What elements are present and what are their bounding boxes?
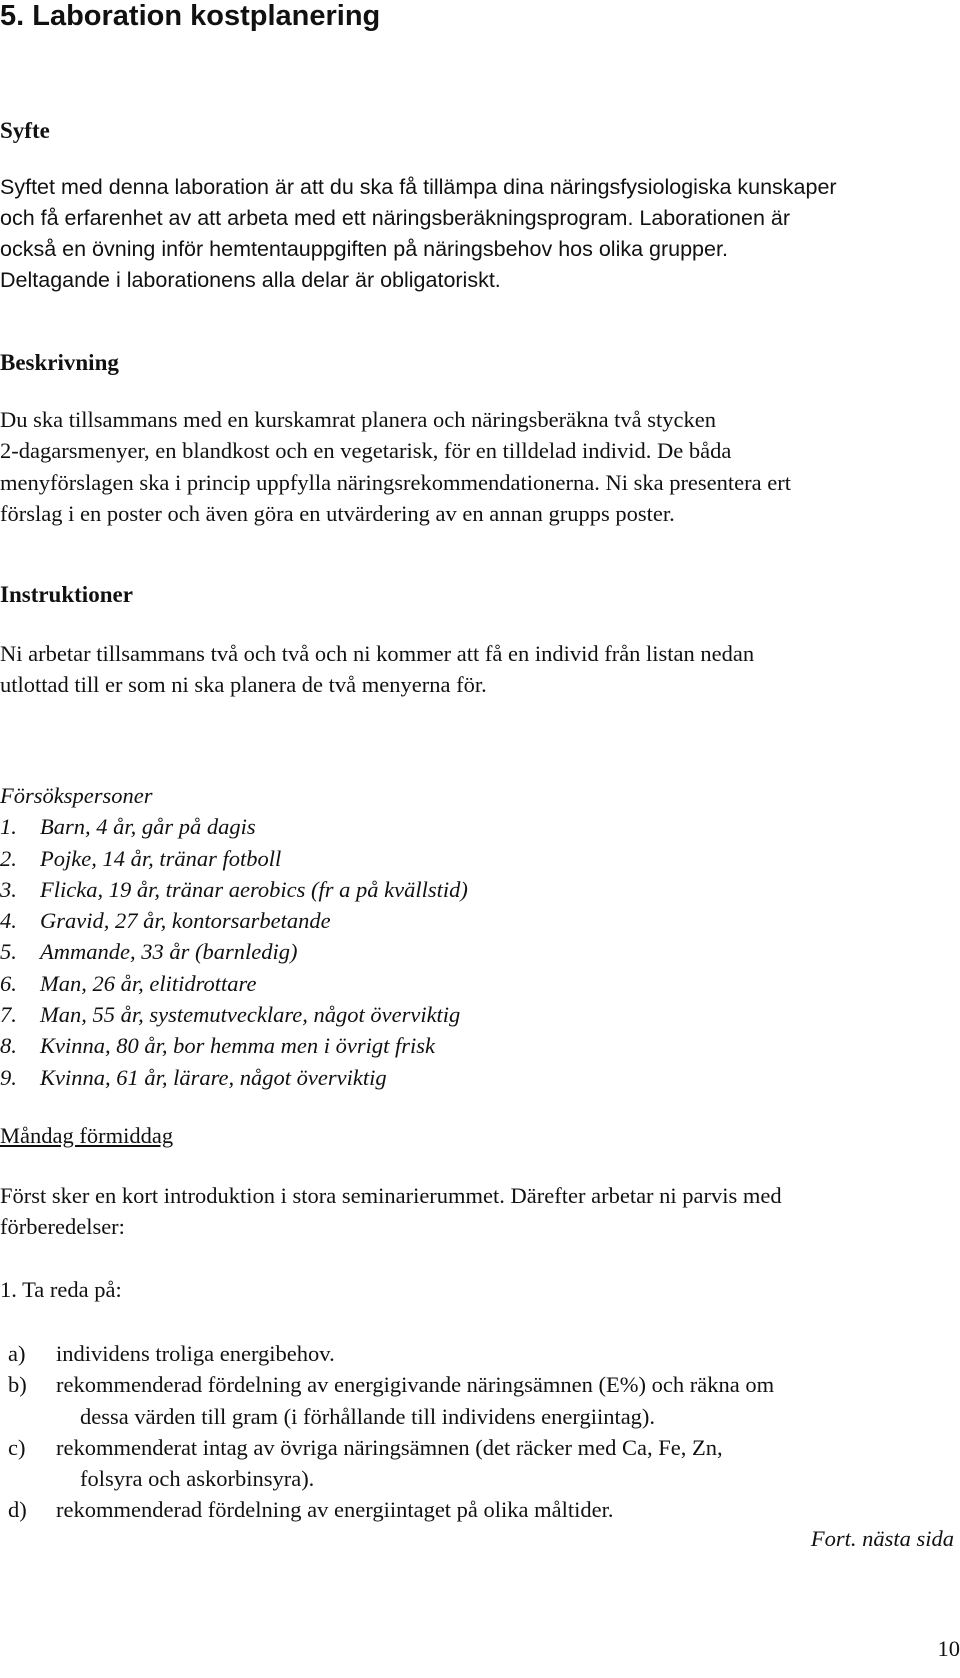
section-heading-beskrivning: Beskrivning: [0, 350, 119, 375]
list-item: [0, 968, 468, 999]
list-item: [0, 1062, 468, 1093]
mandag-paragraph: [0, 1180, 782, 1243]
list-number: 6.: [0, 970, 17, 996]
syfte-paragraph: [0, 172, 837, 296]
sub-item: [0, 1494, 960, 1525]
list-text: Man, 26 år, elitidrottare: [40, 970, 257, 996]
sub-item-label: c): [8, 1434, 26, 1460]
list-text: Gravid, 27 år, kontorsarbetande: [40, 908, 331, 934]
list-number: 3.: [0, 876, 17, 902]
section-heading-mandag: Måndag förmiddag: [0, 1123, 174, 1148]
paragraph-line: Syftet med denna laboration är att du ska få tillämpa dina näringsfysiologiska kunskaper: [0, 175, 837, 199]
page-number: 10: [937, 1636, 960, 1661]
list-item: [0, 936, 468, 967]
sub-item: [0, 1432, 960, 1495]
paragraph-line: också en övning inför hemtentauppgiften på näringsbehov hos olika grupper.: [0, 237, 728, 261]
sub-item-list: [0, 1338, 960, 1526]
list-number: 7.: [0, 1002, 17, 1028]
paragraph-line: och få erfarenhet av att arbeta med ett näringsberäkningsprogram. Laborationen är: [0, 206, 791, 230]
list-item: [0, 1030, 468, 1061]
sub-item: [0, 1338, 960, 1369]
list-item: [0, 843, 468, 874]
paragraph-line: menyförslagen ska i princip uppfylla näringsrekommendationerna. Ni ska presentera ert: [0, 469, 791, 495]
sub-item-text: rekommenderad fördelning av energigivande näringsämnen (E%) och räkna om: [56, 1372, 775, 1398]
list-number: 5.: [0, 939, 17, 965]
sub-item-label: a): [8, 1341, 26, 1366]
paragraph-line: förslag i en poster och även göra en utvärdering av en annan grupps poster.: [0, 500, 675, 526]
sub-item-label: b): [8, 1372, 27, 1398]
paragraph-line: förberedelser:: [0, 1214, 125, 1240]
list-number: 8.: [0, 1033, 17, 1059]
sub-item-label: d): [8, 1497, 27, 1523]
paragraph-line: Du ska tillsammans med en kurskamrat planera och näringsberäkna två stycken: [0, 407, 717, 432]
list-number: 9.: [0, 1064, 17, 1090]
sub-item-text: individens troliga energibehov.: [56, 1341, 335, 1366]
subject-list-heading: Försökspersoner: [0, 783, 153, 808]
continued-note: Fort. nästa sida: [810, 1526, 954, 1551]
paragraph-line: Ni arbetar tillsammans två och två och ni kommer att få en individ från listan nedan: [0, 641, 755, 666]
list-number: 2.: [0, 845, 17, 871]
list-text: Ammande, 33 år (barnledig): [40, 939, 298, 965]
paragraph-line: utlottad till er som ni ska planera de två menyerna för.: [0, 672, 487, 698]
list-text: Kvinna, 80 år, bor hemma men i övrigt frisk: [40, 1033, 435, 1059]
list-item: [0, 999, 468, 1030]
list-number: 4.: [0, 908, 17, 934]
list-text: Pojke, 14 år, tränar fotboll: [40, 845, 282, 871]
section-heading-syfte: Syfte: [0, 118, 50, 143]
sub-item: [0, 1369, 960, 1432]
list-text: Kvinna, 61 år, lärare, något överviktig: [40, 1064, 387, 1090]
section-heading-instruktioner: Instruktioner: [0, 582, 133, 607]
page-title: 5. Laboration kostplanering: [0, 0, 381, 32]
sub-item-text-continued: dessa värden till gram (i förhållande till individens energiintag).: [80, 1403, 656, 1429]
sub-item-text: rekommenderat intag av övriga näringsämnen (det räcker med Ca, Fe, Zn,: [56, 1434, 723, 1460]
list-text: Flicka, 19 år, tränar aerobics (fr a på kvällstid): [40, 876, 468, 902]
list-item: [0, 905, 468, 936]
list-item: [0, 811, 468, 842]
step-label: 1. Ta reda på:: [0, 1277, 122, 1302]
paragraph-line: Deltagande i laborationens alla delar är obligatoriskt.: [0, 268, 501, 292]
sub-item-text-continued: folsyra och askorbinsyra).: [80, 1466, 315, 1492]
paragraph-line: 2-dagarsmenyer, en blandkost och en vegetarisk, för en tilldelad individ. De båda: [0, 438, 732, 464]
instruktioner-paragraph: [0, 638, 754, 701]
list-item: [0, 874, 468, 905]
sub-item-text: rekommenderad fördelning av energiintaget på olika måltider.: [56, 1497, 614, 1523]
subject-list: [0, 780, 468, 1093]
list-text: Barn, 4 år, går på dagis: [40, 814, 256, 840]
list-number: 1.: [0, 814, 17, 840]
list-text: Man, 55 år, systemutvecklare, något överviktig: [40, 1002, 461, 1028]
beskrivning-paragraph: [0, 404, 791, 529]
paragraph-line: Först sker en kort introduktion i stora seminarierummet. Därefter arbetar ni parvis med: [0, 1183, 782, 1208]
